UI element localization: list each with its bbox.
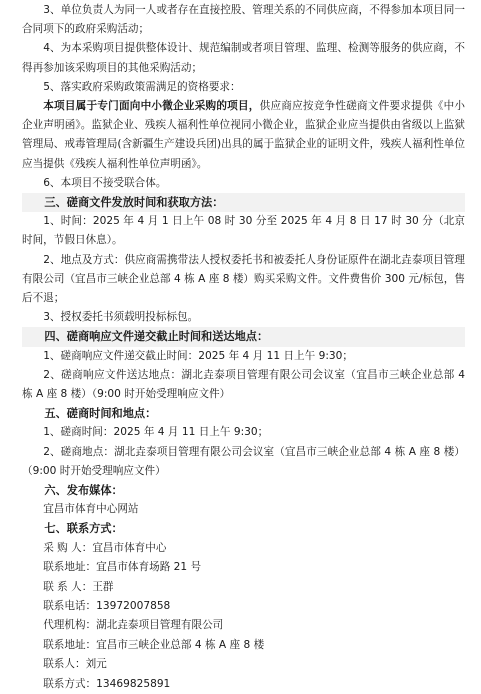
contact-value: 宜昌市体育中心 (92, 541, 167, 554)
contact-label: 联系电话： (43, 599, 97, 612)
section-4-item-1: 1、磋商响应文件递交截止时间：2025 年 4 月 11 日上午 9:30； (43, 349, 353, 362)
qualification-item-5: 5、落实政府采购政策需满足的资格要求： (43, 80, 241, 93)
section-6-heading: 六、发布媒体： (44, 484, 123, 498)
section-6-media: 宜昌市体育中心网站 (43, 503, 139, 516)
contact-value: 宜昌市体育场路 21 号 (96, 561, 202, 574)
section-3-item-1: 1、时间：2025 年 4 月 1 日上午 08 时 30 分至 2025 年 4 月 8 日 17 时 30 分（北京时间，节假日休息）。 (22, 215, 465, 247)
contact-label: 联系地址： (43, 638, 97, 651)
contact-value: 宜昌市三峡企业总部 4 栋 A 座 8 楼 (96, 638, 265, 651)
contact-list (22, 539, 465, 694)
section-7-heading: 七、联系方式： (44, 522, 123, 536)
contact-value: 13972007858 (96, 599, 171, 612)
contact-label: 联 系 人： (43, 580, 93, 593)
section-5-item-2: 2、磋商地点：湖北垚泰项目管理有限公司会议室（宜昌市三峡企业总部 4 栋 A 座 8 楼）（9:00 时开始受理响应文件） (22, 445, 465, 477)
section-3-item-3: 3、授权委托书须载明投标标包。 (43, 311, 199, 324)
contact-row (22, 597, 465, 616)
contact-row (22, 675, 465, 694)
qualification-item-3: 3、单位负责人为同一人或者存在直接控股、管理关系的不同供应商，不得参加本项目同一合同项下的政府采购活动； (22, 4, 465, 36)
contact-row (22, 578, 465, 597)
section-5-item-1: 1、磋商时间：2025 年 4 月 11 日上午 9:30； (43, 426, 269, 439)
qualification-item-4: 4、为本采购项目提供整体设计、规范编制或者项目管理、监理、检测等服务的供应商，不得再参加该采购项目的其他采购活动； (22, 42, 465, 74)
contact-label: 采 购 人： (43, 541, 93, 554)
contact-value: 刘元 (85, 658, 107, 671)
contact-label: 联系人： (43, 658, 86, 671)
sme-policy-text: 供应商应按竞争性磋商文件要求提供《中小企业声明函》。监狱企业、残疾人福利性单位视同小微企业，监狱企业应当提供由省级以上监狱管理局、戒毒管理局(含新疆生产建设兵团)出具的属于监狱企业的证明文件，残疾人福利性单位应当提供《残疾人福利性单位声明函》。 (22, 100, 466, 170)
contact-label: 代理机构： (43, 619, 97, 632)
section-3-heading: 三、磋商文件发放时间和获取方法： (22, 193, 465, 212)
contact-value: 王群 (92, 580, 114, 593)
contact-value: 13469825891 (96, 677, 171, 690)
contact-label: 联系地址： (43, 561, 97, 574)
contact-row (22, 616, 465, 635)
contact-label: 联系方式： (43, 677, 97, 690)
contact-row (22, 636, 465, 655)
sme-policy-paragraph (22, 97, 465, 174)
qualification-item-6: 6、本项目不接受联合体。 (43, 176, 167, 189)
contact-row (22, 655, 465, 674)
sme-policy-bold: 本项目属于专门面向中小微企业采购的项目， (43, 100, 260, 113)
contact-value: 湖北垚泰项目管理有限公司 (96, 619, 224, 632)
section-5-heading: 五、磋商时间和地点： (44, 407, 157, 421)
contact-row (22, 539, 465, 558)
section-4-heading: 四、磋商响应文件递交截止时间和送达地点： (22, 327, 465, 346)
contact-row (22, 558, 465, 577)
section-3-item-2: 2、地点及方式：供应商需携带法人授权委托书和被委托人身份证原件在湖北垚泰项目管理有限公司（宜昌市三峡企业总部 4 栋 A 座 8 楼）购买采购文件。文件费售价 300 元/标包，售后不退； (22, 253, 465, 305)
section-4-item-2: 2、磋商响应文件送达地点：湖北垚泰项目管理有限公司会议室（宜昌市三峡企业总部 4 栋 A 座 8 楼）（9:00 时开始受理响应文件） (22, 368, 465, 401)
